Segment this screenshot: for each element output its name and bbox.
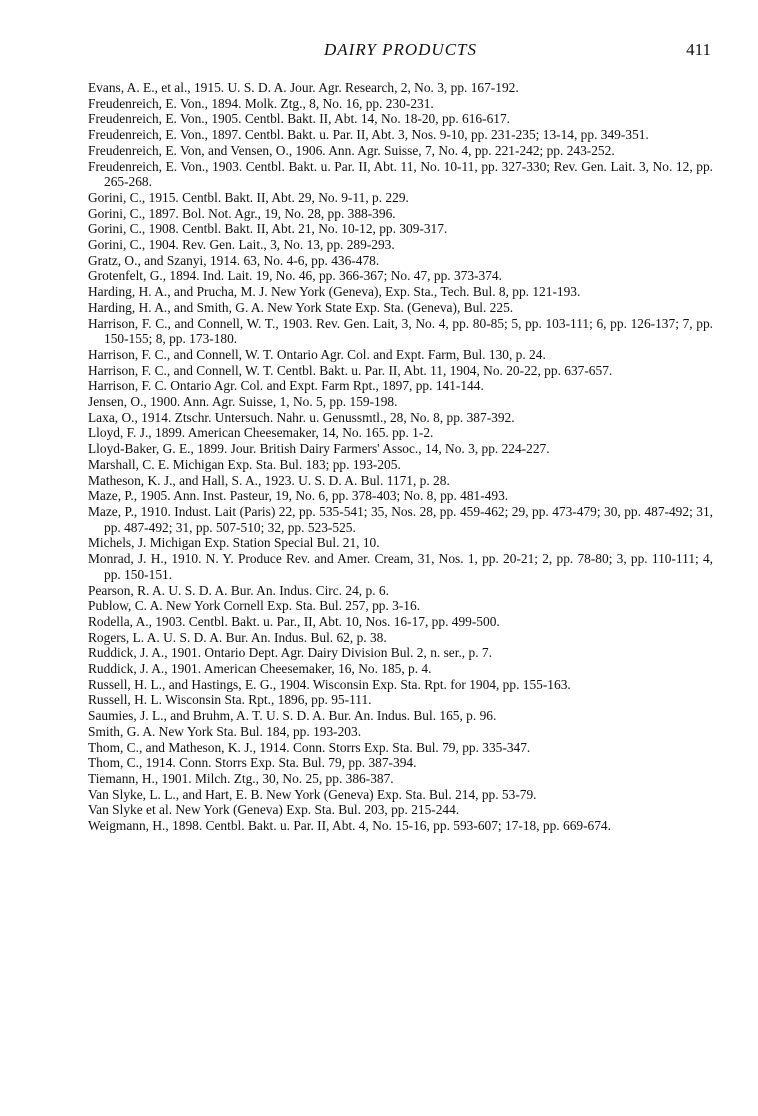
running-title: DAIRY PRODUCTS — [324, 40, 477, 59]
reference-entry: Rodella, A., 1903. Centbl. Bakt. u. Par., II, Abt. 10, Nos. 16-17, pp. 499-500. — [88, 613, 500, 629]
reference-entry: Gratz, O., and Szanyi, 1914. 63, No. 4-6, pp. 436-478. — [88, 252, 380, 268]
reference-entry: Pearson, R. A. U. S. D. A. Bur. An. Indus. Circ. 24, p. 6. — [88, 582, 389, 598]
reference-entry: Gorini, C., 1897. Bol. Not. Agr., 19, No. 28, pp. 388-396. — [88, 205, 396, 221]
reference-entry: Gorini, C., 1915. Centbl. Bakt. II, Abt. 29, No. 9-11, p. 229. — [88, 189, 409, 205]
reference-entry: Van Slyke et al. New York (Geneva) Exp. Sta. Bul. 203, pp. 215-244. — [88, 802, 460, 818]
reference-entry: Smith, G. A. New York Sta. Bul. 184, pp. 193-203. — [88, 723, 362, 739]
reference-entry: Weigmann, H., 1898. Centbl. Bakt. u. Par. II, Abt. 4, No. 15-16, pp. 593-607; 17-18, pp. 669-674. — [88, 818, 611, 834]
reference-entry: Tiemann, H., 1901. Milch. Ztg., 30, No. 25, pp. 386-387. — [88, 770, 394, 786]
reference-entry: Rogers, L. A. U. S. D. A. Bur. An. Indus. Bul. 62, p. 38. — [88, 629, 387, 645]
reference-entry: Harrison, F. C., and Connell, W. T. Centbl. Bakt. u. Par. II, Abt. 11, 1904, No. 20-22, pp. 637-657. — [88, 362, 613, 378]
reference-entry: Freudenreich, E. Von., 1894. Molk. Ztg., 8, No. 16, pp. 230-231. — [88, 95, 434, 111]
reference-entry: Freudenreich, E. Von., 1897. Centbl. Bakt. u. Par. II, Abt. 3, Nos. 9-10, pp. 231-235; 13-14, pp. 349-351. — [88, 127, 649, 143]
book-page — [88, 40, 713, 834]
reference-entry: Marshall, C. E. Michigan Exp. Sta. Bul. 183; pp. 193-205. — [88, 456, 401, 472]
reference-entry: Harrison, F. C., and Connell, W. T. Ontario Agr. Col. and Expt. Farm, Bul. 130, p. 24. — [88, 346, 546, 362]
page-header — [88, 40, 713, 66]
reference-entry: Maze, P., 1905. Ann. Inst. Pasteur, 19, No. 6, pp. 378-403; No. 8, pp. 481-493. — [88, 488, 509, 504]
reference-entry: Maze, P., 1910. Indust. Lait (Paris) 22, pp. 535-541; 35, Nos. 28, pp. 459-462; 29, pp. 473-479; 30, pp. 487-492; 31, pp. 487-492; 31, pp. 507-510; 32, pp. 523-525. — [88, 503, 713, 535]
reference-entry: Harrison, F. C. Ontario Agr. Col. and Expt. Farm Rpt., 1897, pp. 141-144. — [88, 378, 484, 394]
reference-entry: Thom, C., 1914. Conn. Storrs Exp. Sta. Bul. 79, pp. 387-394. — [88, 755, 417, 771]
reference-entry: Freudenreich, E. Von, and Vensen, O., 1906. Ann. Agr. Suisse, 7, No. 4, pp. 221-242; pp. 243-252. — [88, 142, 615, 158]
reference-entry: Monrad, J. H., 1910. N. Y. Produce Rev. and Amer. Cream, 31, Nos. 1, pp. 20-21; 2, pp. 78-80; 3, pp. 110-111; 4, pp. 150-151. — [88, 551, 713, 582]
reference-entry: Harrison, F. C., and Connell, W. T., 1903. Rev. Gen. Lait, 3, No. 4, pp. 80-85; 5, pp. 103-111; 6, pp. 126-137; 7, pp. 150-155; 8, pp. 173-180. — [88, 315, 713, 347]
reference-entry: Russell, H. L. Wisconsin Sta. Rpt., 1896, pp. 95-111. — [88, 692, 372, 708]
reference-entry: Ruddick, J. A., 1901. American Cheesemaker, 16, No. 185, p. 4. — [88, 661, 432, 677]
reference-entry: Saumies, J. L., and Bruhm, A. T. U. S. D. A. Bur. An. Indus. Bul. 165, p. 96. — [88, 708, 497, 724]
reference-entry: Gorini, C., 1904. Rev. Gen. Lait., 3, No. 13, pp. 289-293. — [88, 237, 395, 253]
reference-entry: Laxa, O., 1914. Ztschr. Untersuch. Nahr. u. Genussmtl., 28, No. 8, pp. 387-392. — [88, 409, 515, 425]
reference-entry: Ruddick, J. A., 1901. Ontario Dept. Agr. Dairy Division Bul. 2, n. ser., p. 7. — [88, 645, 492, 661]
reference-list — [88, 80, 713, 834]
reference-entry: Publow, C. A. New York Cornell Exp. Sta. Bul. 257, pp. 3-16. — [88, 598, 421, 614]
reference-entry: Michels, J. Michigan Exp. Station Special Bul. 21, 10. — [88, 535, 380, 551]
reference-entry: Van Slyke, L. L., and Hart, E. B. New York (Geneva) Exp. Sta. Bul. 214, pp. 53-79. — [88, 786, 537, 802]
reference-entry: Jensen, O., 1900. Ann. Agr. Suisse, 1, No. 5, pp. 159-198. — [88, 394, 398, 410]
reference-entry: Gorini, C., 1908. Centbl. Bakt. II, Abt. 21, No. 10-12, pp. 309-317. — [88, 221, 448, 237]
reference-entry: Thom, C., and Matheson, K. J., 1914. Conn. Storrs Exp. Sta. Bul. 79, pp. 335-347. — [88, 739, 531, 755]
reference-entry: Grotenfelt, G., 1894. Ind. Lait. 19, No. 46, pp. 366-367; No. 47, pp. 373-374. — [88, 268, 502, 284]
reference-entry: Russell, H. L., and Hastings, E. G., 1904. Wisconsin Exp. Sta. Rpt. for 1904, pp. 155-163. — [88, 676, 571, 692]
reference-entry: Matheson, K. J., and Hall, S. A., 1923. U. S. D. A. Bul. 1171, p. 28. — [88, 472, 450, 488]
reference-entry: Freudenreich, E. Von., 1905. Centbl. Bakt. II, Abt. 14, No. 18-20, pp. 616-617. — [88, 111, 511, 127]
reference-entry: Harding, H. A., and Smith, G. A. New York State Exp. Sta. (Geneva), Bul. 225. — [88, 299, 514, 315]
reference-entry: Evans, A. E., et al., 1915. U. S. D. A. Jour. Agr. Research, 2, No. 3, pp. 167-192. — [88, 80, 519, 95]
reference-entry: Freudenreich, E. Von., 1903. Centbl. Bakt. u. Par. II, Abt. 11, No. 10-11, pp. 327-330; Rev. Gen. Lait. 3, No. 12, pp. 265-268. — [88, 158, 713, 190]
reference-entry: Harding, H. A., and Prucha, M. J. New York (Geneva), Exp. Sta., Tech. Bul. 8, pp. 121-193. — [88, 284, 581, 300]
reference-entry: Lloyd-Baker, G. E., 1899. Jour. British Dairy Farmers' Assoc., 14, No. 3, pp. 224-227. — [88, 441, 550, 457]
page-number: 411 — [686, 40, 711, 59]
reference-entry: Lloyd, F. J., 1899. American Cheesemaker, 14, No. 165. pp. 1-2. — [88, 425, 434, 441]
